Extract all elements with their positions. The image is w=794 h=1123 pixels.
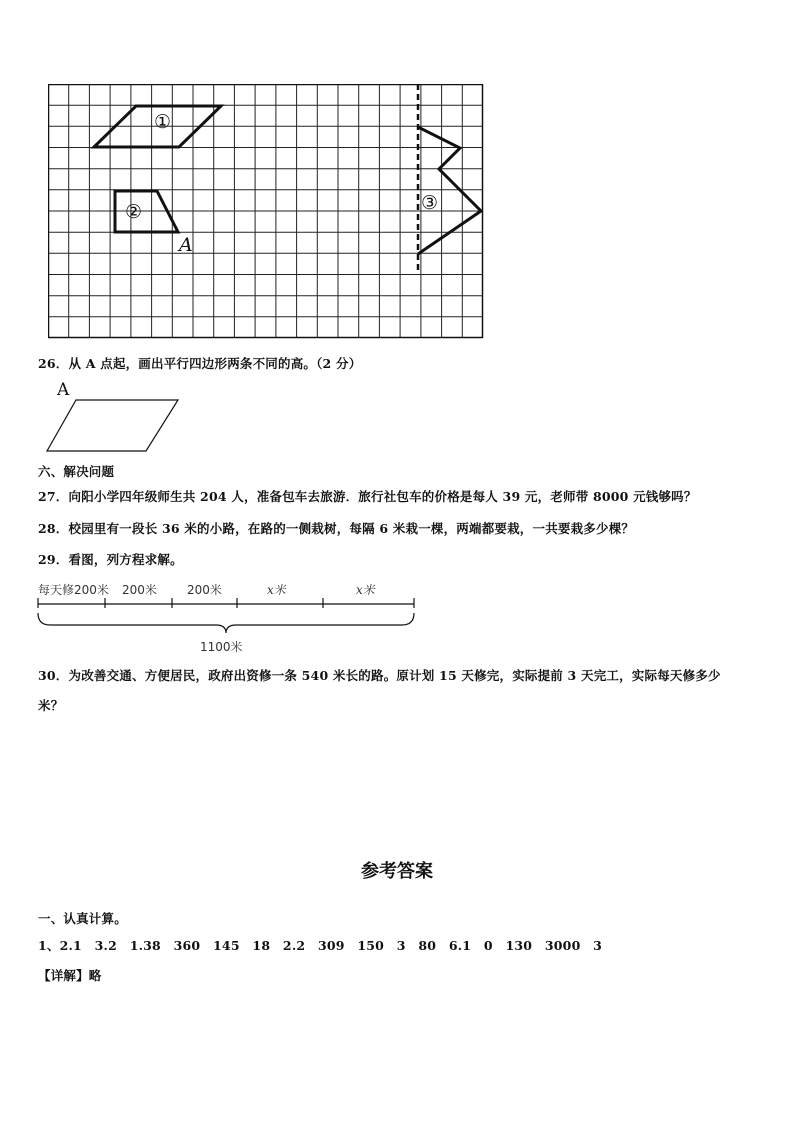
answers-section-1: 一、认真计算。 xyxy=(38,911,127,926)
question-27: 27．向阳小学四年级师生共 204 人，准备包车去旅游．旅行社包车的价格是每人 39 元，老师带 8000 元钱够吗？ xyxy=(38,489,697,504)
shape-2-label: ② xyxy=(125,201,143,223)
shape-1-label: ① xyxy=(154,111,172,133)
segment-label-5: x米 xyxy=(356,583,375,597)
question-30-line-1: 30．为改善交通、方便居民，政府出资修一条 540 米长的路。原计划 15 天修完，实际提前 3 天完工，实际每天修多少 xyxy=(38,668,721,683)
question-29: 29．看图，列方程求解。 xyxy=(38,552,183,567)
grid-lines xyxy=(48,84,483,338)
segment-label-1: 每天修200米 xyxy=(38,583,109,597)
answers-detail: 【详解】略 xyxy=(38,968,102,983)
section-6-title: 六、解决问题 xyxy=(38,464,115,479)
total-brace xyxy=(38,613,414,633)
shape-3-label: ③ xyxy=(421,192,439,214)
grid-figure xyxy=(48,84,484,340)
total-label: 1100米 xyxy=(200,640,243,654)
answers-line-1: 1、2.1 3.2 1.38 360 145 18 2.2 309 150 3 80 6.1 0 130 3000 3 xyxy=(38,938,603,953)
question-28: 28．校园里有一段长 36 米的小路，在路的一侧栽树，每隔 6 米栽一棵，两端都要栽，一共要栽多少棵？ xyxy=(38,521,635,536)
shape-3-half-figure xyxy=(418,127,481,254)
answers-title: 参考答案 xyxy=(361,861,433,882)
segment-label-4: x米 xyxy=(267,583,286,597)
question-26: 26．从 A 点起，画出平行四边形两条不同的高。（2 分） xyxy=(38,356,362,371)
point-a-label: A xyxy=(179,234,193,256)
q29-segment-diagram xyxy=(36,578,420,656)
segment-label-2: 200米 xyxy=(122,583,157,597)
segment-label-3: 200米 xyxy=(187,583,222,597)
q26-point-a: A xyxy=(57,380,70,400)
question-30-line-2: 米？ xyxy=(38,698,64,713)
q26-parallelogram xyxy=(44,398,184,454)
